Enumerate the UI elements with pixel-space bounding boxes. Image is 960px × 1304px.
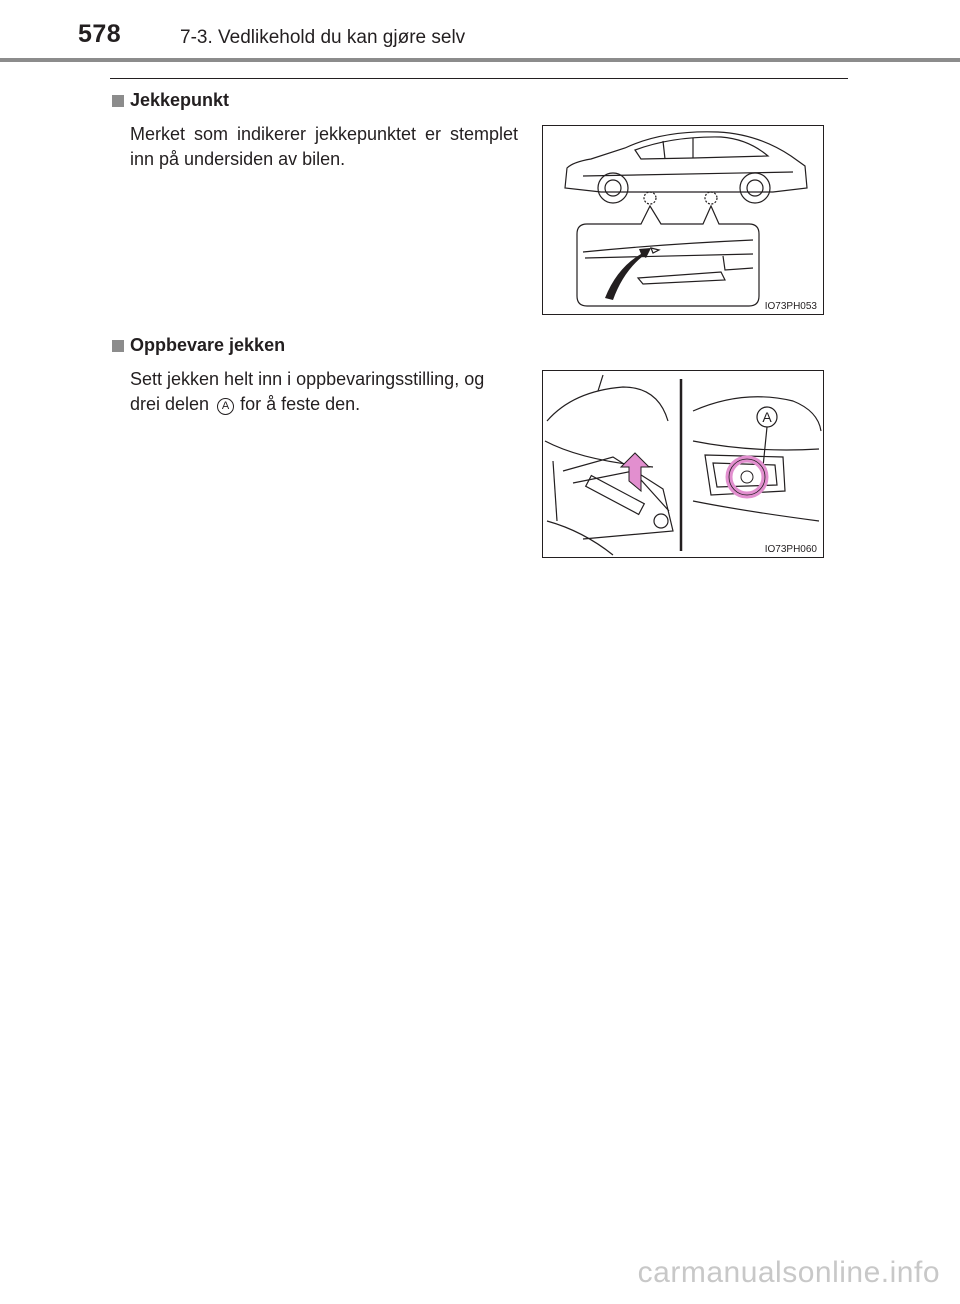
- watermark: carmanualsonline.info: [637, 1256, 940, 1289]
- heading-text: Oppbevare jekken: [130, 335, 286, 355]
- text-after-marker: for å feste den.: [240, 394, 361, 414]
- bullet-square-icon: [112, 340, 124, 352]
- header-rule: [0, 58, 960, 62]
- text-before-marker: Sett jekken helt inn i oppbevaringsstilling, og drei delen: [130, 369, 485, 414]
- figure-code: IO73PH053: [764, 301, 817, 312]
- store-jack-figure: [542, 370, 824, 558]
- jack-point-text: Merket som indikerer jekkepunktet er stemplet inn på undersiden av bilen.: [130, 124, 518, 169]
- store-jack-text: [130, 367, 518, 417]
- heading-text: Jekkepunkt: [130, 90, 230, 110]
- bullet-square-icon: [112, 95, 124, 107]
- content-rule: [110, 78, 848, 79]
- page-number: 578: [78, 20, 122, 48]
- circled-marker: A: [217, 398, 234, 415]
- section-title: 7-3. Vedlikehold du kan gjøre selv: [180, 27, 466, 48]
- car-jack-point-illustration: [543, 126, 823, 314]
- jack-point-figure: [542, 125, 824, 315]
- heading-jekkepunkt: [112, 90, 229, 111]
- figure-label-a: A: [762, 409, 772, 425]
- figure-code: IO73PH060: [764, 544, 817, 555]
- heading-oppbevare-jekken: [112, 335, 285, 356]
- jack-storage-illustration: [543, 371, 823, 557]
